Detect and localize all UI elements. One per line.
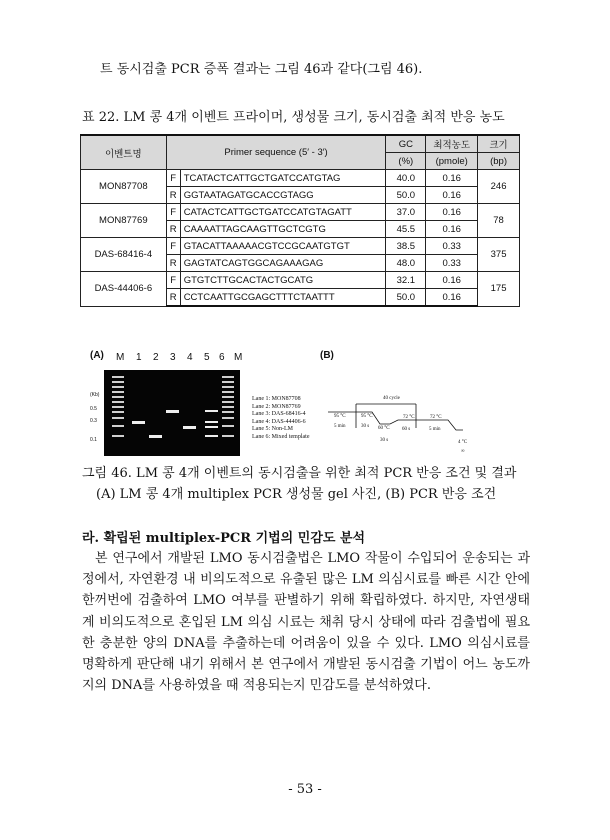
page-number: - 53 - — [288, 782, 322, 797]
lane-header: 2 — [153, 352, 159, 363]
panel-b-label: (B) — [320, 350, 334, 361]
primer-direction: F — [166, 204, 180, 221]
lane-header: M — [234, 352, 243, 363]
step-time: 30 s — [380, 438, 389, 443]
figure-caption: 그림 46. LM 콩 4개 이벤트의 동시검출을 위한 최적 PCR 반응 조건 및 결과 — [82, 466, 517, 481]
body-paragraph: 본 연구에서 개발된 LMO 동시검출법은 LMO 작물이 수입되어 운송되는 과정에서, 자연환경 내 비의도적으로 유출된 많은 LM 의심시료를 빠른 시간 안에 한꺼번에 검출하여 LMO 여부를 판별하기 위해 확립하였다. 하지만, 자연생태계 비의도적으로 혼입된 LM 의심 시료는 채취 당시 상태에 따라 검출법에 필요한 충분한 양의 DNA를 추출하는데 어려움이 있을 수 있다. LMO 의심시료를 명확하게 판단해 내기 위해서 본 연구에서 개발된 동시검출 기법이 어느 농도까지의 DNA를 사용하였을 때 적용되는지 민감도를 분석하였다. — [82, 551, 530, 694]
lane-header: 3 — [170, 352, 176, 363]
conc-value: 0.16 — [426, 170, 478, 187]
primer-direction: F — [166, 238, 180, 255]
product-size: 175 — [478, 272, 520, 307]
figure-46 — [90, 348, 520, 460]
header-gc: GC — [386, 135, 426, 153]
primer-table — [80, 134, 520, 307]
gc-value: 40.0 — [386, 170, 426, 187]
conc-value: 0.33 — [426, 238, 478, 255]
primer-direction: F — [166, 170, 180, 187]
step-temp: 60 °C — [378, 426, 390, 431]
primer-sequence: GTGTCTTGCACTACTGCATG — [180, 272, 386, 289]
primer-sequence: GAGTATCAGTGGCAGAAAGAG — [180, 255, 386, 272]
header-event: 이벤트명 — [81, 135, 167, 170]
product-size: 375 — [478, 238, 520, 272]
primer-sequence: GGTAATAGATGCACCGTAGG — [180, 187, 386, 204]
legend-item: Lane 6: Mixed template — [252, 433, 310, 440]
conc-value: 0.16 — [426, 204, 478, 221]
table-row — [81, 272, 520, 289]
step-temp: 95 °C — [334, 414, 346, 419]
event-name: MON87708 — [81, 170, 167, 204]
gc-value: 50.0 — [386, 289, 426, 307]
table-row — [81, 204, 520, 221]
primer-direction: R — [166, 255, 180, 272]
product-size: 246 — [478, 170, 520, 204]
step-time: 30 s — [361, 424, 370, 429]
lane-header: 5 — [204, 352, 210, 363]
lane-legend — [252, 396, 309, 442]
kb-mark: 0.5 — [90, 406, 97, 412]
legend-item: Lane 2: MON87769 — [252, 403, 301, 410]
header-size-unit: (bp) — [478, 153, 520, 170]
product-size: 78 — [478, 204, 520, 238]
step-time: 60 s — [402, 427, 411, 432]
primer-sequence: TCATACTCATTGCTGATCCATGTAG — [180, 170, 386, 187]
primer-direction: R — [166, 221, 180, 238]
kb-mark: 0.1 — [90, 437, 97, 443]
table-row — [81, 170, 520, 187]
event-name: DAS-68416-4 — [81, 238, 167, 272]
conc-value: 0.16 — [426, 289, 478, 307]
primer-sequence: GTACATTAAAAACGTCCGCAATGTGT — [180, 238, 386, 255]
legend-item: Lane 5: Non-LM — [252, 426, 293, 433]
step-time: ∞ — [461, 449, 465, 454]
primer-sequence: CAAAATTAGCAAGTTGCTCGTG — [180, 221, 386, 238]
primer-direction: R — [166, 289, 180, 307]
figure-subcaption: (A) LM 콩 4개 multiplex PCR 생성물 gel 사진, (B) PCR 반응 조건 — [96, 487, 497, 502]
header-conc-unit: (pmole) — [426, 153, 478, 170]
conc-value: 0.16 — [426, 187, 478, 204]
step-temp: 72 °C — [403, 415, 415, 420]
step-temp: 95 °C — [361, 414, 373, 419]
header-primer: Primer sequence (5′ - 3′) — [166, 135, 386, 170]
lane-header: 6 — [219, 352, 225, 363]
header-conc: 최적농도 — [426, 135, 478, 153]
lane-header: 1 — [136, 352, 142, 363]
step-time: 5 min — [334, 424, 346, 429]
header-size: 크기 — [478, 135, 520, 153]
gel-image — [104, 370, 240, 456]
legend-item: Lane 4: DAS-44406-6 — [252, 418, 306, 425]
section-title: 라. 확립된 multiplex-PCR 기법의 민감도 분석 — [82, 531, 366, 546]
gc-value: 37.0 — [386, 204, 426, 221]
conc-value: 0.16 — [426, 221, 478, 238]
legend-item: Lane 1: MON87708 — [252, 396, 301, 402]
legend-item: Lane 3: DAS-68416-4 — [252, 411, 306, 418]
event-name: MON87769 — [81, 204, 167, 238]
step-temp: 72 °C — [430, 415, 442, 420]
primer-direction: F — [166, 272, 180, 289]
table-row — [81, 238, 520, 255]
conc-value: 0.16 — [426, 272, 478, 289]
header-gc-unit: (%) — [386, 153, 426, 170]
gc-value: 45.5 — [386, 221, 426, 238]
event-name: DAS-44406-6 — [81, 272, 167, 307]
kb-label: (Kb) — [90, 392, 100, 398]
primer-sequence: CATACTCATTGCTGATCCATGTAGATT — [180, 204, 386, 221]
step-temp: 4 °C — [458, 440, 468, 445]
lane-header: M — [116, 352, 125, 363]
gc-value: 38.5 — [386, 238, 426, 255]
cycle-label: 40 cycle — [383, 396, 400, 401]
step-time: 5 min — [429, 427, 441, 432]
conc-value: 0.33 — [426, 255, 478, 272]
lane-header: 4 — [187, 352, 193, 363]
pcr-condition-diagram — [328, 390, 518, 458]
primer-sequence: CCTCAATTGCGAGCTTTCTAATTT — [180, 289, 386, 307]
gc-value: 32.1 — [386, 272, 426, 289]
gc-value: 48.0 — [386, 255, 426, 272]
panel-a-label: (A) — [90, 350, 104, 361]
table-caption: 표 22. LM 콩 4개 이벤트 프라이머, 생성물 크기, 동시검출 최적 반응 농도 — [82, 110, 505, 125]
gc-value: 50.0 — [386, 187, 426, 204]
pcr-profile-lines — [328, 390, 518, 458]
primer-direction: R — [166, 187, 180, 204]
kb-mark: 0.3 — [90, 418, 97, 424]
intro-text: 트 동시검출 PCR 증폭 결과는 그림 46과 같다(그림 46). — [100, 62, 423, 77]
